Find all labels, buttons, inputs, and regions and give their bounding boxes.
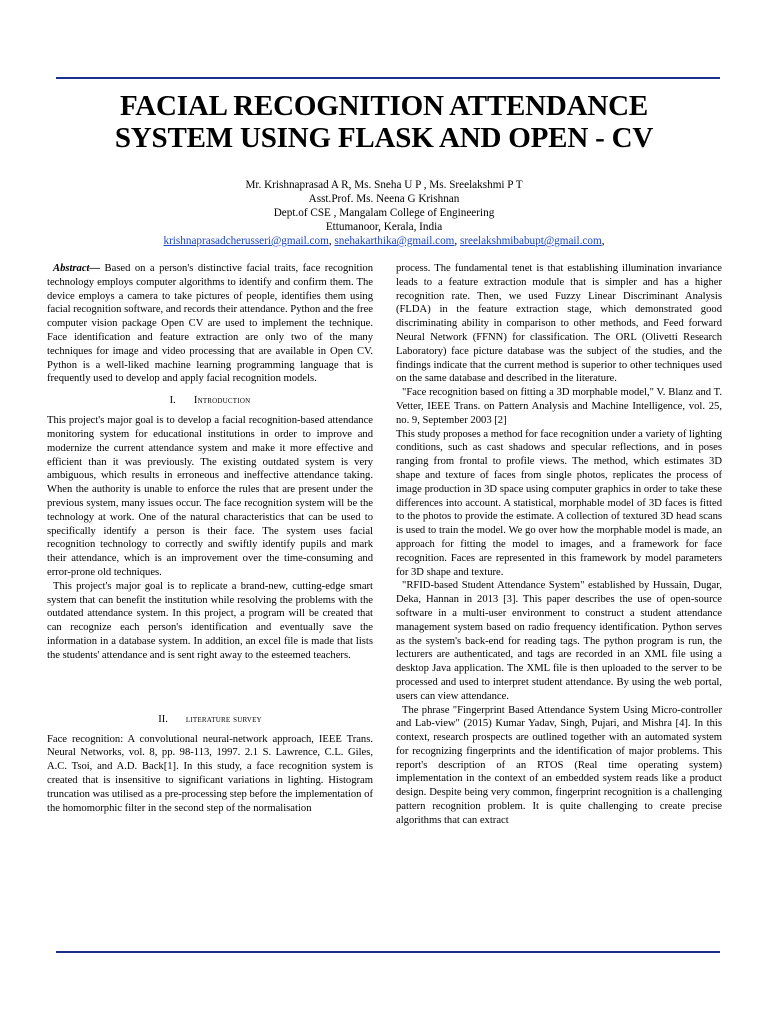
abstract	[47, 262, 373, 386]
section-heading-introduction	[47, 394, 373, 408]
right-column	[396, 262, 722, 828]
right-paragraph-4: "RFID-based Student Attendance System" established by Hussain, Dugar, Deka, Hannan in 2013 [3]. This paper describes the use of open-source software in a multi-user environment to construct a student attendance management system based on radio frequency identification. Python serves as the system's back-end for reading tags. The python program is run, the lecturers are authenticated, and tags are recorded in an XML file using a desktop Java application. The XML file is then uploaded to the server to be processed and used to interpret student attendance. By using the web portal, users can view attendance.	[396, 580, 722, 702]
email-separator-1: ,	[328, 235, 335, 247]
right-paragraph-1: process. The fundamental tenet is that establishing illumination invariance leads to a feature extraction module that is simpler and has a higher recognition rate. Then, we used Fuzzy Linear Discriminant Analysis (FLDA) in the feature extraction stage, which demonstrated good discriminating ability in comparison to other methods, and Feed forward Neural Network (FFNN) for classification. The ORL (Olivetti Research Laboratory) face picture database was the subject of the studies, and the findings indicate that the current method is superior to other techniques used on the same database and described in the literature.	[396, 263, 722, 385]
section-title: Introduction	[193, 395, 251, 407]
section-title: literature survey	[185, 713, 262, 725]
author-block	[84, 178, 684, 248]
paper-title	[40, 90, 728, 154]
email-separator-2: ,	[454, 235, 460, 247]
email-link-1[interactable]: krishnaprasadcherusseri@gmail.com	[163, 235, 329, 247]
author-names: Mr. Krishnaprasad A R, Ms. Sneha U P , Ms. Sreelakshmi P T	[245, 179, 523, 191]
spacer	[47, 663, 373, 705]
section-heading-literature-survey	[47, 713, 373, 727]
email-line	[84, 234, 684, 248]
email-separator-3: ,	[601, 235, 605, 247]
email-link-3[interactable]: sreelakshmibabupt@gmail.com	[459, 235, 602, 247]
abstract-label: Abstract—	[53, 263, 101, 274]
location: Ettumanoor, Kerala, India	[325, 221, 443, 233]
email-link-2[interactable]: snehakarthika@gmail.com	[334, 235, 455, 247]
intro-paragraph-2: This project's major goal is to replicate a brand-new, cutting-edge smart system that can benefit the institution while resolving the problems with the outdated attendance system. In this project, a program will be created that can recognize each person's identification and eventually save the information in a database system. In addition, an excel file is made that lists the students' attendance and is sent right away to the esteemed teachers.	[47, 580, 373, 661]
right-paragraph-5: The phrase "Fingerprint Based Attendance System Using Micro-controller and Lab-view" (2015) Kumar Yadav, Singh, Pujari, and Mishra [4]. In this context, research prospects are outlined together with an automated system for recognizing fingerprints and the identification of major problems. This report's description of an RTOS (Real time operating system) implementation in the context of an embedded system reads like a product design. Despite being very common, fingerprint recognition is a challenging pattern recognition problem. It is quite challenging to create precise algorithms that can extract	[396, 704, 722, 826]
title-line-2: SYSTEM USING FLASK AND OPEN - CV	[114, 122, 654, 154]
bottom-rule	[56, 951, 720, 953]
intro-paragraph-1: This project's major goal is to develop a facial recognition-based attendance monitoring system for educational institutions in order to improve and modernize the current attendance system and make it more effective and efficient than it was previously. The existing outdated system is very ambiguous, which results in erroneous and ineffective attendance taking. When the authority is unable to enforce the rules that are present under the previous system, many issues occur. The face recognition system will be the technology at work. One of the natural characteristics that can be used to specifically identify a person is their face. The system uses facial recognition technology to correctly and swiftly identify pupils and mark their attendance, which is an improvement over the time-consuming and error-prone old techniques.	[47, 415, 373, 578]
right-paragraph-3: This study proposes a method for face recognition under a variety of lighting conditions, such as cast shadows and specular reflections, and in poses ranging from frontal to profile views. The method, which estimates 3D shape and texture of faces from single photos, replicates the process of image production in 3D space using computer graphics in order to take these differences into account. A statistical, morphable model of 3D faces is fitted to the photos to provide the estimate. A collection of textured 3D head scans is used to train the model. We go over how the morphable model is made, an approach for fitting the model to images, and a framework for face recognition. Faces are represented in this framework by model parameters for 3D shape and texture.	[396, 428, 722, 578]
right-paragraph-2: "Face recognition based on fitting a 3D morphable model," V. Blanz and T. Vetter, IEEE Trans. on Pattern Analysis and Machine Intelligence, vol. 25, no. 9, September 2003 [2]	[396, 387, 722, 426]
section-number: I.	[169, 395, 176, 407]
abstract-text: Based on a person's distinctive facial traits, face recognition technology employs computer algorithms to identify and confirm them. The device employs a camera to take pictures of people, identifies them using facial recognition software, and records their attendance. Python and the free computer vision package Open CV are used to implement the technique. Face identification and feature extraction are only two of the many techniques for image and video processing that are available in Open CV. Python is a well-liked machine learning programming language that is frequently used to develop and apply facial recognition models.	[47, 263, 373, 385]
left-column	[47, 262, 373, 815]
top-rule	[56, 77, 720, 79]
guide-name: Asst.Prof. Ms. Neena G Krishnan	[308, 193, 460, 205]
section-number: II.	[158, 713, 168, 725]
department: Dept.of CSE , Mangalam College of Engineering	[273, 207, 495, 219]
title-line-1: FACIAL RECOGNITION ATTENDANCE	[119, 90, 649, 122]
literature-paragraph-1: Face recognition: A convolutional neural-network approach, IEEE Trans. Neural Networks, vol. 8, pp. 98-113, 1997. 2.1 S. Lawrence, C.L. Giles, A.C. Tsoi, and A.D. Back[1]. In this study, a face recognition system is created that is insensitive to significant variations in lighting. Histogram truncation was utilised as a pre-processing step before the implementation of the homomorphic filter in the second step of the normalisation	[47, 733, 373, 814]
